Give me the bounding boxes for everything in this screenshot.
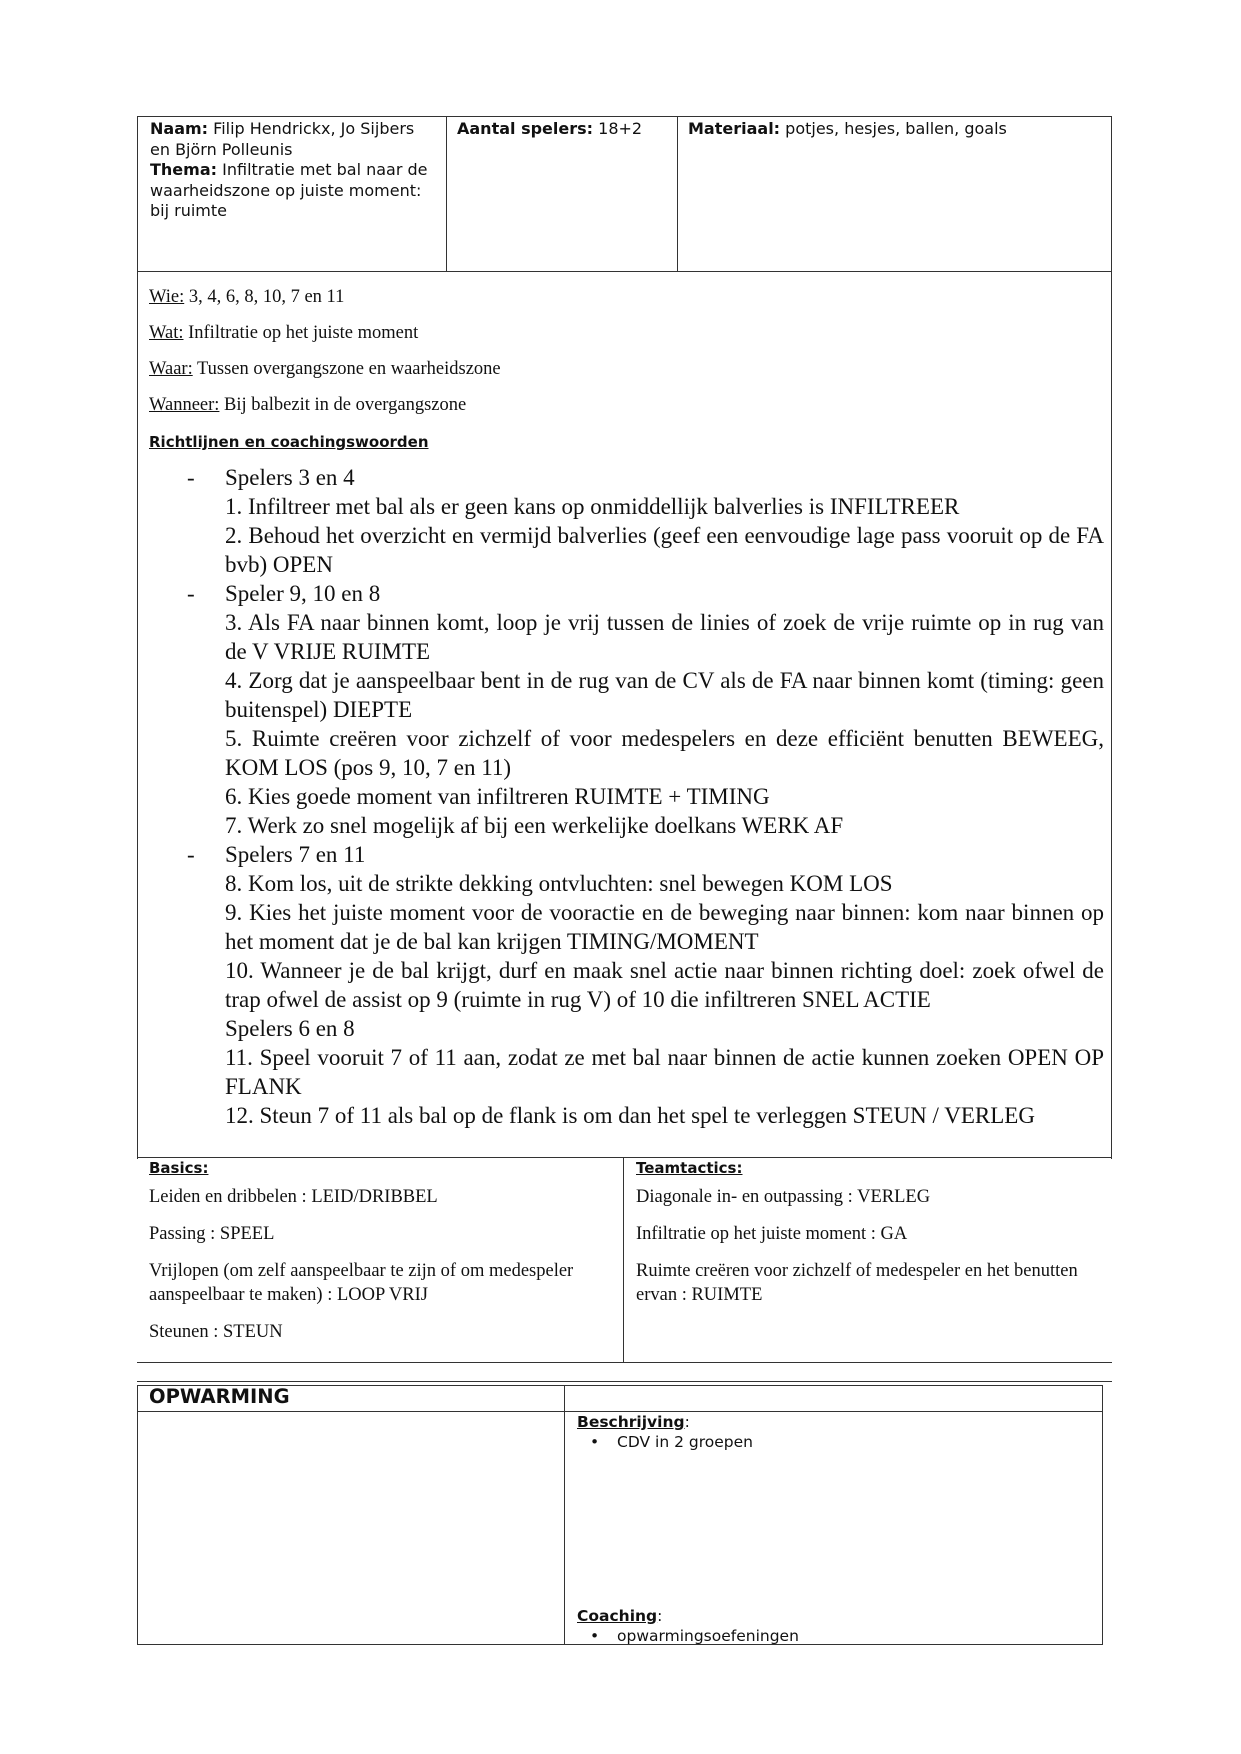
teamtactics-row-1: Diagonale in- en outpassing : VERLEG — [636, 1187, 931, 1207]
guideline-item-6: 6. Kies goede moment van infiltreren RUIMTE + TIMING — [225, 784, 770, 809]
group-spelers-9-10-8: - Speler 9, 10 en 8 — [187, 581, 381, 606]
header-naam-cell — [140, 117, 445, 224]
group-spelers-3-4: - Spelers 3 en 4 — [187, 465, 355, 490]
group-spelers-6-8: Spelers 6 en 8 — [225, 1016, 355, 1041]
naam-label: Naam: — [150, 119, 209, 138]
meta-block — [149, 286, 1099, 430]
guideline-item-5: 5. Ruimte creëren voor zichzelf of voor medespelers en deze efficiënt benutten BEWEEG, KOM LOS (pos 9, 10, 7 en 11) — [225, 726, 1104, 780]
basics-divider — [623, 1157, 624, 1363]
teamtactics-row-3: Ruimte creëren voor zichzelf of medespeler en het benutten ervan : RUIMTE — [636, 1261, 1078, 1305]
materiaal-label: Materiaal: — [688, 119, 781, 138]
thema-label: Thema: — [150, 160, 218, 179]
basics-column — [149, 1159, 609, 1357]
coaching-item: • opwarmingsoefeningen — [590, 1627, 799, 1645]
beschrijving-heading: Beschrijving: — [577, 1413, 690, 1431]
basics-top-border — [137, 1157, 1112, 1158]
guidelines-list — [149, 463, 1104, 1130]
guideline-item-3: 3. Als FA naar binnen komt, loop je vrij tussen de linies of zoek de vrije ruimte op in rug van de V VRIJE RUIMTE — [225, 610, 1104, 664]
opwarming-divider — [564, 1385, 565, 1645]
guideline-item-2: 2. Behoud het overzicht en vermijd balverlies (geef een eenvoudige lage pass vooruit op de FA bvb) OPEN — [225, 523, 1104, 577]
guideline-item-11: 11. Speel vooruit 7 of 11 aan, zodat ze met bal naar binnen de actie kunnen zoeken OPEN OP FLANK — [225, 1045, 1104, 1099]
spelers-label: Aantal spelers: — [457, 119, 594, 138]
teamtactics-heading: Teamtactics: — [636, 1159, 743, 1177]
guideline-item-10: 10. Wanneer je de bal krijgt, durf en maak snel actie naar binnen richting doel: zoek ofwel de trap ofwel de assist op 9 (ruimte in rug V) of 10 die infiltreren SNEL ACTIE — [225, 958, 1104, 1012]
meta-wie: Wie: 3, 4, 6, 8, 10, 7 en 11 — [149, 287, 345, 307]
basics-row-4: Steunen : STEUN — [149, 1322, 283, 1342]
naam-value: Filip Hendrickx, Jo Sijbers en Björn Polleunis — [150, 119, 415, 159]
guideline-item-12: 12. Steun 7 of 11 als bal op de flank is om dan het spel te verleggen STEUN / VERLEG — [225, 1103, 1035, 1128]
teamtactics-row-2: Infiltratie op het juiste moment : GA — [636, 1224, 908, 1244]
guidelines-heading: Richtlijnen en coachingswoorden — [149, 433, 429, 451]
header-spelers-cell — [447, 117, 675, 142]
opwarming-title: OPWARMING — [149, 1385, 290, 1408]
meta-wat: Wat: Infiltratie op het juiste moment — [149, 323, 419, 343]
teamtactics-column — [636, 1159, 1096, 1320]
spacer-row-bottom — [137, 1381, 1112, 1382]
guideline-item-8: 8. Kom los, uit de strikte dekking ontvluchten: snel bewegen KOM LOS — [225, 871, 893, 896]
spelers-value: 18+2 — [598, 119, 643, 138]
guideline-item-1: 1. Infiltreer met bal als er geen kans op onmiddellijk balverlies is INFILTREER — [225, 494, 960, 519]
basics-row-3: Vrijlopen (om zelf aanspeelbaar te zijn of om medespeler aanspeelbaar te maken) : LOOP VRIJ — [149, 1261, 574, 1305]
basics-row-2: Passing : SPEEL — [149, 1224, 275, 1244]
guideline-item-9: 9. Kies het juiste moment voor de vooractie en de beweging naar binnen: kom naar binnen op het moment dat je de bal kan krijgen TIMING/MOMENT — [225, 900, 1104, 954]
coaching-heading: Coaching: — [577, 1607, 663, 1625]
guideline-item-4: 4. Zorg dat je aanspeelbaar bent in de rug van de CV als de FA naar binnen komt (timing: geen buitenspel) DIEPTE — [225, 668, 1104, 722]
meta-wanneer: Wanneer: Bij balbezit in de overgangszone — [149, 395, 467, 415]
opwarming-beschrijving — [577, 1412, 1097, 1452]
thema-value: Infiltratie met bal naar de waarheidszone op juiste moment: bij ruimte — [150, 160, 428, 220]
meta-waar: Waar: Tussen overgangszone en waarheidszone — [149, 359, 501, 379]
basics-bottom-border — [137, 1362, 1112, 1363]
materiaal-value: potjes, hesjes, ballen, goals — [785, 119, 1007, 138]
group-spelers-7-11: - Spelers 7 en 11 — [187, 842, 366, 867]
basics-row-1: Leiden en dribbelen : LEID/DRIBBEL — [149, 1187, 438, 1207]
beschrijving-item: • CDV in 2 groepen — [590, 1433, 753, 1451]
guideline-item-7: 7. Werk zo snel mogelijk af bij een werkelijke doelkans WERK AF — [225, 813, 844, 838]
header-materiaal-cell — [678, 117, 1110, 142]
basics-heading: Basics: — [149, 1159, 209, 1177]
opwarming-coaching — [577, 1606, 1097, 1646]
